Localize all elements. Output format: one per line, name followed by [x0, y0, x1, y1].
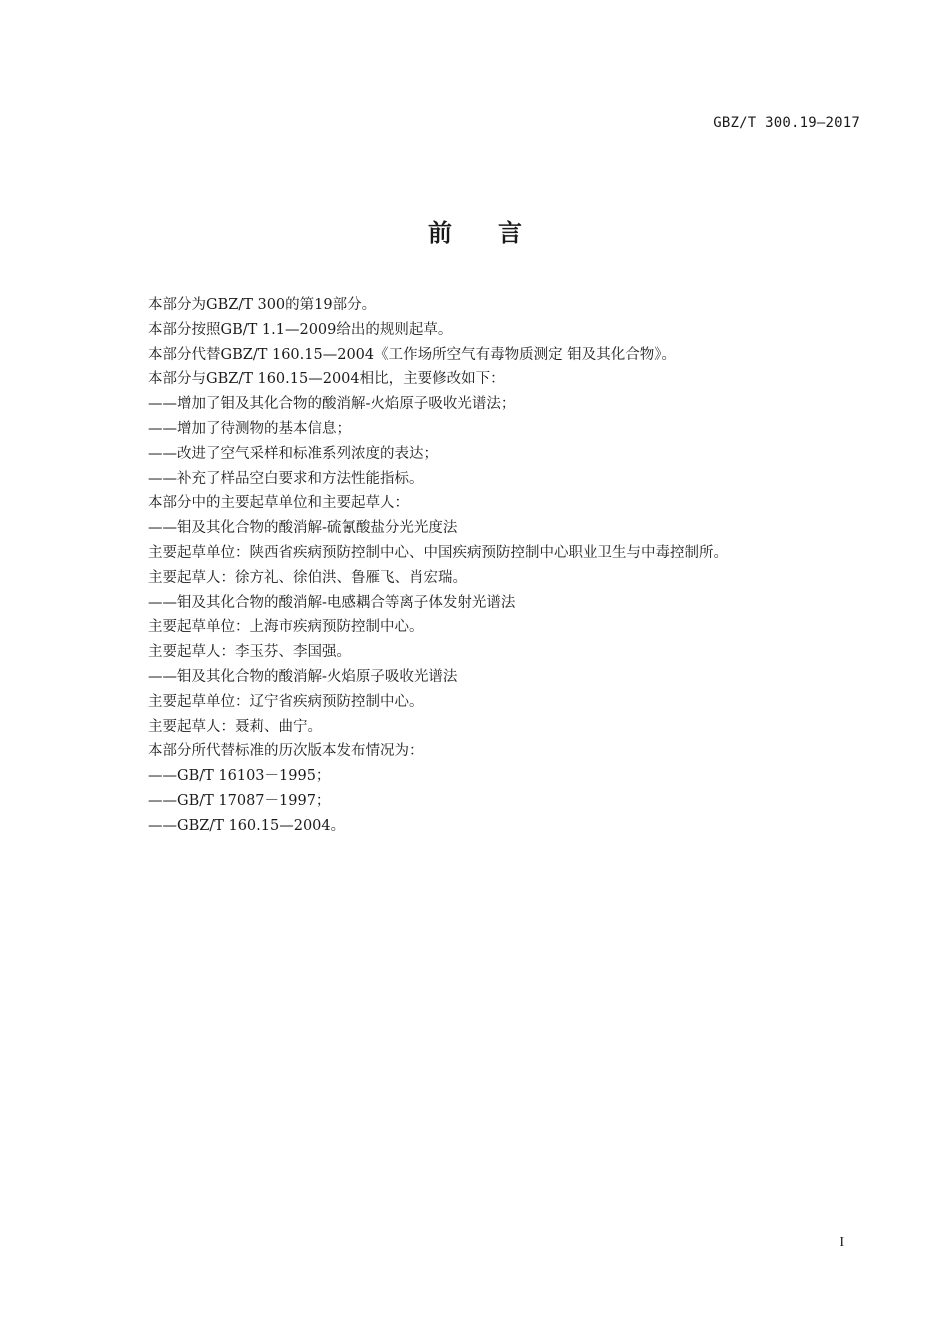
change-item: ——改进了空气采样和标准系列浓度的表达； — [148, 445, 438, 462]
paragraph-history-intro: 本部分所代替标准的历次版本发布情况为： — [148, 743, 424, 760]
history-item: ——GB/T 16103－1995； — [148, 768, 331, 785]
drafters: 主要起草人：聂莉、曲宁。 — [148, 718, 322, 735]
drafting-units: 主要起草单位：上海市疾病预防控制中心。 — [148, 619, 424, 636]
drafting-units: 主要起草单位：辽宁省疾病预防控制中心。 — [148, 693, 424, 710]
title-char-2: 言 — [498, 219, 522, 247]
method-heading: ——钼及其化合物的酸消解-硫氰酸盐分光光度法 — [148, 520, 458, 537]
page-number: I — [839, 1235, 844, 1250]
history-item: ——GBZ/T 160.15—2004。 — [148, 817, 346, 834]
page-title — [0, 213, 950, 248]
change-item: ——增加了钼及其化合物的酸消解-火焰原子吸收光谱法； — [148, 396, 516, 413]
history-item: ——GB/T 17087－1997； — [148, 792, 331, 809]
paragraph-drafting-rules: 本部分按照GB/T 1.1—2009给出的规则起草。 — [148, 321, 453, 338]
paragraph-drafters-intro: 本部分中的主要起草单位和主要起草人： — [148, 495, 409, 512]
change-item: ——增加了待测物的基本信息； — [148, 420, 351, 437]
drafters: 主要起草人：徐方礼、徐伯洪、鲁雁飞、肖宏瑞。 — [148, 569, 467, 586]
title-char-1: 前 — [428, 219, 452, 247]
drafters: 主要起草人：李玉芬、李国强。 — [148, 644, 351, 661]
paragraph-changes-intro: 本部分与GBZ/T 160.15—2004相比，主要修改如下： — [148, 371, 505, 388]
paragraph-replaces: 本部分代替GBZ/T 160.15—2004《工作场所空气有毒物质测定 钼及其化合物》。 — [148, 346, 676, 363]
change-item: ——补充了样品空白要求和方法性能指标。 — [148, 470, 424, 487]
foreword-body — [148, 293, 848, 839]
paragraph-part-number: 本部分为GBZ/T 300的第19部分。 — [148, 297, 377, 313]
drafting-units: 主要起草单位：陕西省疾病预防控制中心、中国疾病预防控制中心职业卫生与中毒控制所。 — [148, 544, 728, 561]
standard-code: GBZ/T 300.19—2017 — [713, 115, 860, 131]
method-heading: ——钼及其化合物的酸消解-火焰原子吸收光谱法 — [148, 668, 458, 685]
method-heading: ——钼及其化合物的酸消解-电感耦合等离子体发射光谱法 — [148, 594, 516, 611]
